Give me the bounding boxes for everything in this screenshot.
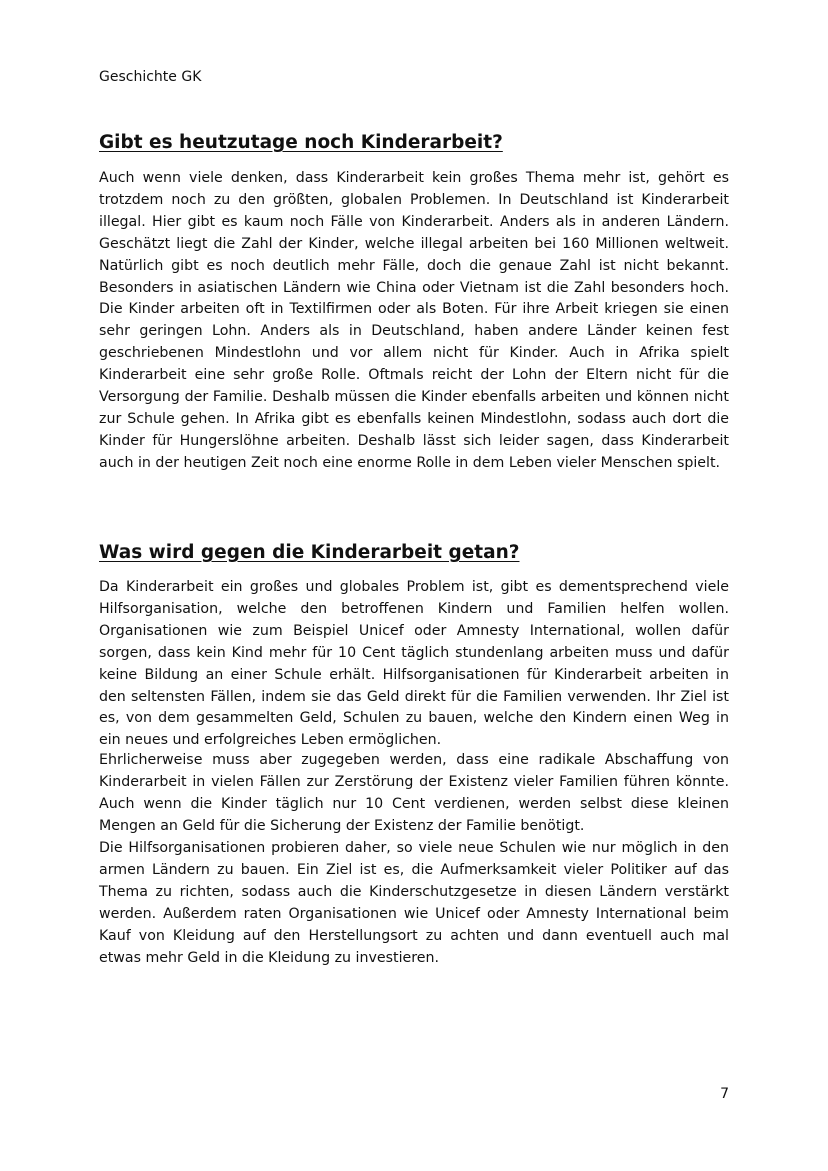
- section-paragraph: Da Kinderarbeit ein großes und globales Problem ist, gibt es dementsprechend viele Hilfsorganisation, welche den betroffenen Kindern und Familien helfen wollen. Organisationen wie zum Beispiel Unicef oder Amnesty International, wollen dafür sorgen, dass kein Kind mehr für 10 Cent täglich stundenlang arbeiten muss und dafür keine Bildung an einer Schule erhält. Hilfsorganisationen für Kinderarbeit arbeiten in den seltensten Fällen, indem sie das Geld direkt für die Familien verwenden. Ihr Ziel ist es, von dem gesammelten Geld, Schulen zu bauen, welche den Kindern einen Weg in ein neues und erfolgreiches Leben ermöglichen.: [99, 579, 729, 749]
- page-number: 7: [720, 1086, 729, 1102]
- section-paragraph: Auch wenn viele denken, dass Kinderarbeit kein großes Thema mehr ist, gehört es trotzdem noch zu den größten, globalen Problemen. In Deutschland ist Kinderarbeit illegal. Hier gibt es kaum noch Fälle von Kinderarbeit. Anders als in anderen Ländern. Geschätzt liegt die Zahl der Kinder, welche illegal arbeiten bei 160 Millionen weltweit. Natürlich gibt es noch deutlich mehr Fälle, doch die genaue Zahl ist nicht bekannt. Besonders in asiatischen Ländern wie China oder Vietnam ist die Zahl besonders hoch. Die Kinder arbeiten oft in Textilfirmen oder als Boten. Für ihre Arbeit kriegen sie einen sehr geringen Lohn. Anders als in Deutschland, haben andere Länder keinen fest geschriebenen Mindestlohn und vor allem nicht für Kinder. Auch in Afrika spielt Kinderarbeit eine sehr große Rolle. Oftmals reicht der Lohn der Eltern nicht für die Versorgung der Familie. Deshalb müssen die Kinder ebenfalls arbeiten und können nicht zur Schule gehen. In Afrika gibt es ebenfalls keinen Mindestlohn, sodass auch dort die Kinder für Hungerslöhne arbeiten. Deshalb lässt sich leider sagen, dass Kinderarbeit auch in der heutigen Zeit noch eine enorme Rolle in dem Leben vieler Menschen spielt.: [99, 170, 729, 471]
- subject-header: Geschichte GK: [99, 69, 202, 85]
- section-paragraph: Die Hilfsorganisationen probieren daher, so viele neue Schulen wie nur möglich in den armen Ländern zu bauen. Ein Ziel ist es, die Aufmerksamkeit vieler Politiker auf das Thema zu richten, sodass auch die Kinderschutzgesetze in diesen Ländern verstärkt werden. Außerdem raten Organisationen wie Unicef oder Amnesty International beim Kauf von Kleidung auf den Herstellungsort zu achten und dann eventuell auch mal etwas mehr Geld in die Kleidung zu investieren.: [99, 840, 729, 966]
- section-heading-child-labor-today: Gibt es heutzutage noch Kinderarbeit?: [99, 132, 503, 153]
- section-heading-measures: Was wird gegen die Kinderarbeit getan?: [99, 542, 520, 563]
- section-paragraph: Ehrlicherweise muss aber zugegeben werden, dass eine radikale Abschaffung von Kinderarbeit in vielen Fällen zur Zerstörung der Existenz vieler Familien führen könnte. Auch wenn die Kinder täglich nur 10 Cent verdienen, werden selbst diese kleinen Mengen an Geld für die Sicherung der Existenz der Familie benötigt.: [99, 752, 729, 834]
